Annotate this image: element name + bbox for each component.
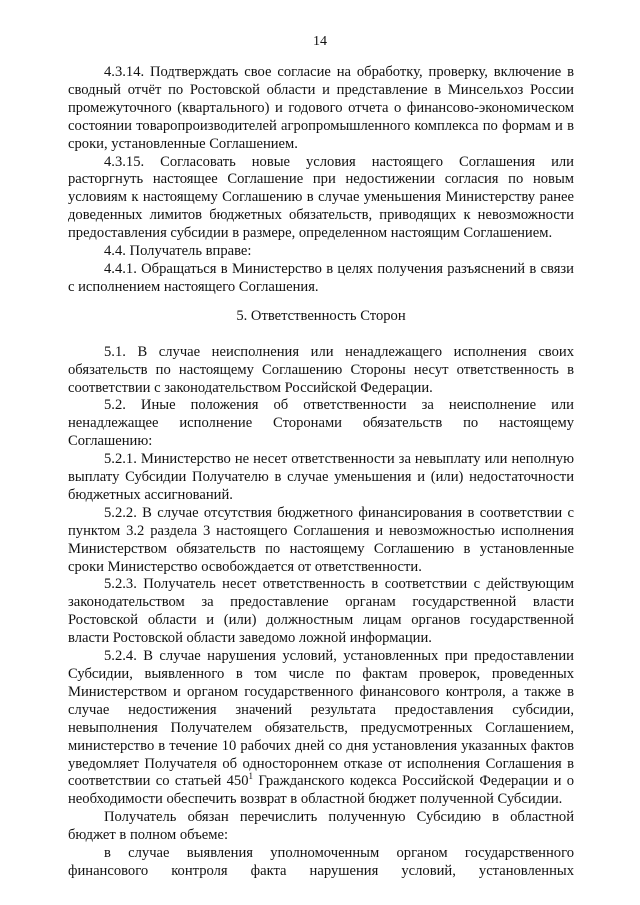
paragraph-5-2-2: 5.2.2. В случае отсутствия бюджетного финансирования в соответствии с пунктом 3.2 раздела 3 настоящего Соглашения и невозможностью исполнения Министерством обязательств по настоящему Соглашению в установленные сроки Министерство освобождается от ответственности. bbox=[68, 504, 574, 575]
page-number: 14 bbox=[313, 34, 327, 49]
paragraph-4-4-1: 4.4.1. Обращаться в Министерство в целях получения разъяснений в связи с исполнением настоящего Соглашения. bbox=[68, 260, 574, 295]
paragraph-5-2-4-text-start: 5.2.4. В случае нарушения условий, установленных при предоставлении Субсидии, выявленного в том числе по фактам проверок, проведенных Министерством и органом государственного финансового контроля, а также в случае недостижения значений результата предоставления субсидии, невыполнения Получателем обязательств, предусмотренных Соглашением, министерство в течение 10 рабочих дней со дня установления указанных фактов уведомляет Получателя об одностороннем отказе от исполнения Соглашения в соответствии со статьей 450 bbox=[68, 648, 574, 790]
document-body bbox=[68, 64, 574, 881]
paragraph-4-3-14: 4.3.14. Подтверждать свое согласие на обработку, проверку, включение в сводный отчёт по Ростовской области и представление в Минсельхоз России промежуточного (квартального) и годового отчета о финансово-экономическом состоянии товаропроизводителей агропромышленного комплекса по формам и в сроки, установленные Соглашением. bbox=[68, 64, 574, 152]
paragraph-5-1: 5.1. В случае неисполнения или ненадлежащего исполнения своих обязательств по настоящему Соглашению Стороны несут ответственность в соответствии с законодательством Российской Федерации. bbox=[68, 343, 574, 396]
paragraph-4-3-15: 4.3.15. Согласовать новые условия настоящего Соглашения или расторгнуть настоящее Соглашение при недостижении согласия по новым условиям к настоящему Соглашению в случае уменьшения Министерству ранее доведенных лимитов бюджетных обязательств, приводящих к невозможности предоставления субсидии в размере, определенном настоящим Соглашением. bbox=[68, 153, 574, 242]
paragraph-5-2-3: 5.2.3. Получатель несет ответственность в соответствии с действующим законодательством за предоставление органам государственной власти Ростовской области и (или) должностным лицам органов государственной власти Ростовской области заведомо ложной информации. bbox=[68, 576, 574, 647]
paragraph-5-2-4-text-end: Гражданского кодекса Российской Федерации и о необходимости обеспечить возврат в областной бюджет полученной Субсидии. bbox=[68, 773, 574, 808]
article-superscript: 1 bbox=[248, 771, 254, 782]
paragraph-4-4: 4.4. Получатель вправе: bbox=[104, 243, 252, 260]
paragraph-return-obligation: Получатель обязан перечислить полученную Субсидию в областной бюджет в полном объеме: bbox=[68, 809, 574, 844]
paragraph-return-case: в случае выявления уполномоченным органом государственного финансового контроля факта нарушения условий, установленных bbox=[68, 845, 574, 879]
paragraph-5-2-1: 5.2.1. Министерство не несет ответственности за невыплату или неполную выплату Субсидии Получателю в случае уменьшения и (или) недостаточности бюджетных ассигнований. bbox=[68, 451, 574, 503]
paragraph-5-2-4 bbox=[68, 648, 574, 809]
section-heading: 5. Ответственность Сторон bbox=[236, 307, 406, 324]
paragraph-5-2: 5.2. Иные положения об ответственности за неисполнение или ненадлежащее исполнение Сторонами обязательств по настоящему Соглашению: bbox=[68, 397, 574, 450]
